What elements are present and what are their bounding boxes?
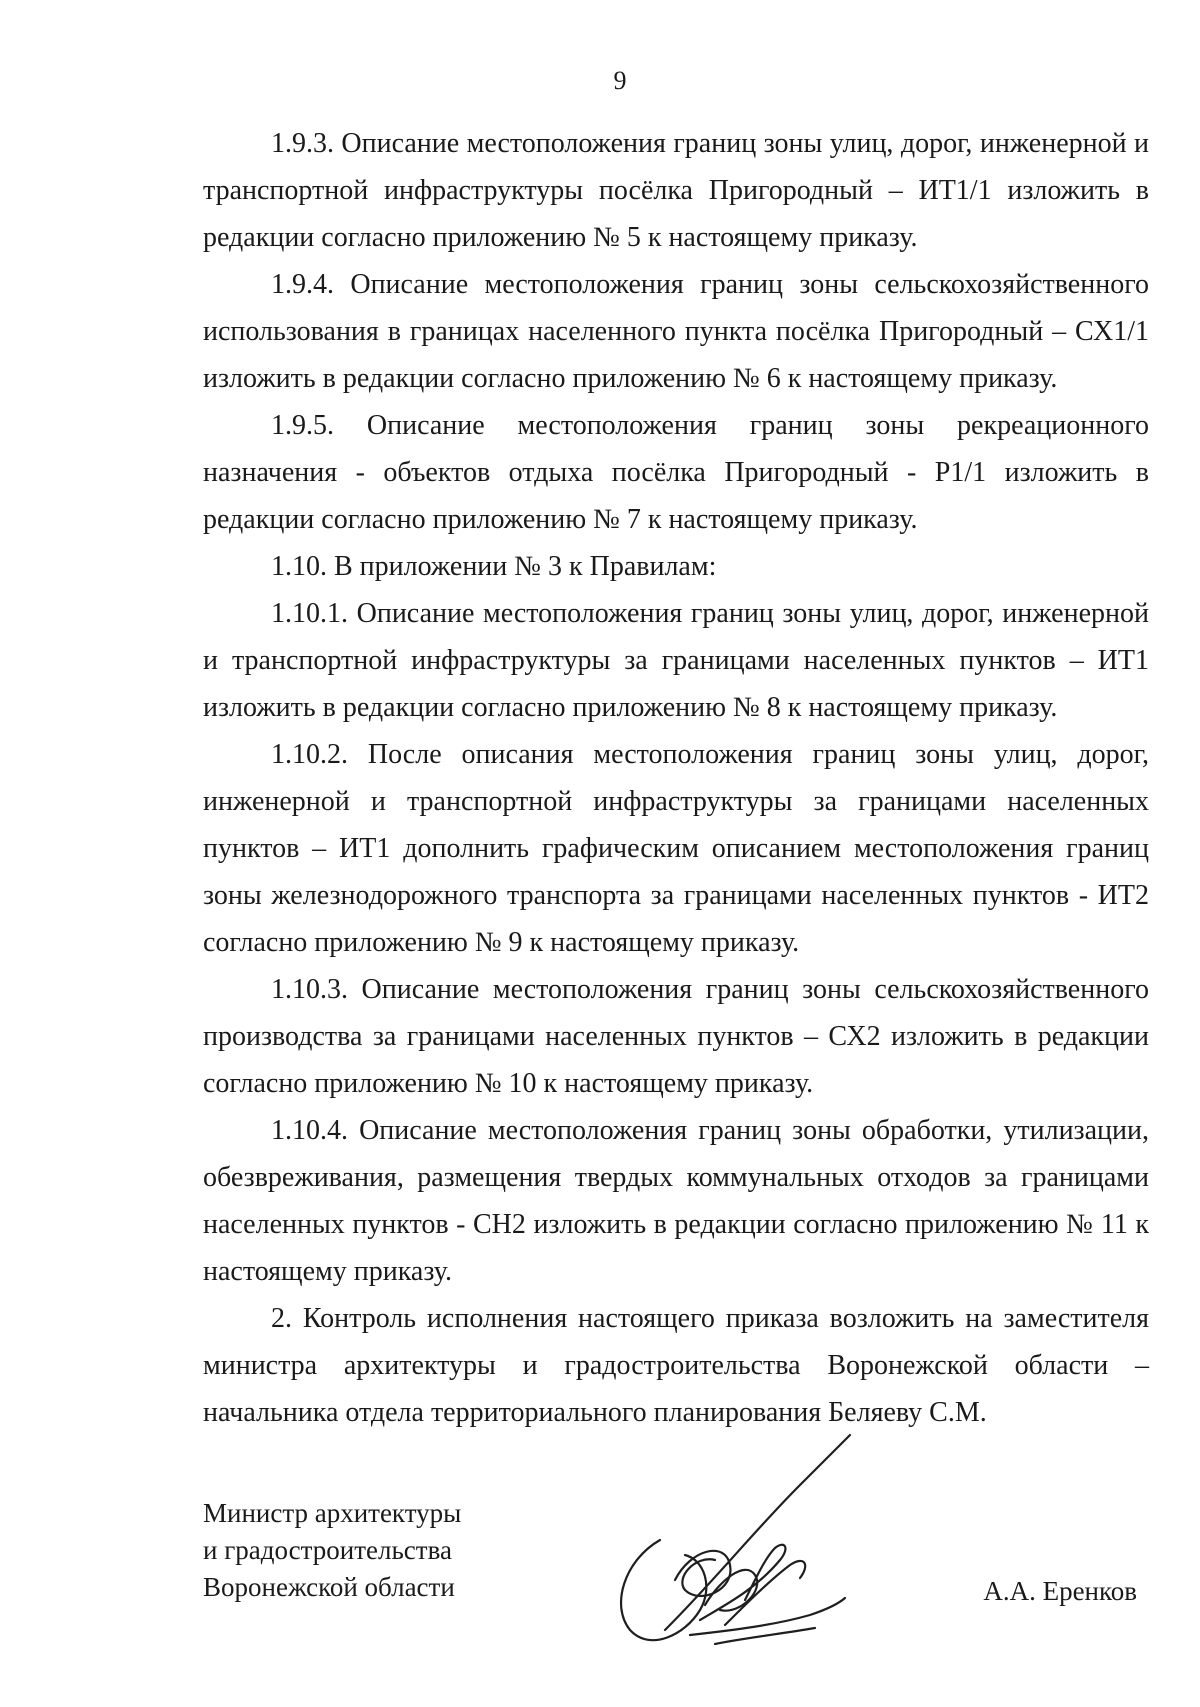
paragraph-1-10-3: 1.10.3. Описание местоположения границ зоны сельскохозяйственного производства за границами населенных пунктов – СХ2 изложить в редакции согласно приложению № 10 к настоящему приказу. xyxy=(203,974,1149,1099)
paragraph-1-10-1: 1.10.1. Описание местоположения границ зоны улиц, дорог, инженерной и транспортной инфраструктуры за границами населенных пунктов – ИТ1 изложить в редакции согласно приложению № 8 к настоящему приказу. xyxy=(203,598,1149,723)
signer-position-line: Воронежской области xyxy=(203,1572,455,1602)
paragraph-1-9-5: 1.9.5. Описание местоположения границ зоны рекреационного назначения - объектов отдыха посёлка Пригородный - Р1/1 изложить в редакции согласно приложению № 7 к настоящему приказу. xyxy=(203,410,1149,535)
paragraph-1-9-3: 1.9.3. Описание местоположения границ зоны улиц, дорог, инженерной и транспортной инфраструктуры посёлка Пригородный – ИТ1/1 изложить в редакции согласно приложению № 5 к настоящему приказу. xyxy=(203,128,1149,253)
paragraph-1-10-4: 1.10.4. Описание местоположения границ зоны обработки, утилизации, обезвреживания, размещения твердых коммунальных отходов за границами населенных пунктов - СН2 изложить в редакции согласно приложению № 11 к настоящему приказу. xyxy=(203,1115,1149,1287)
signer-name: А.А. Еренков xyxy=(983,1576,1137,1606)
handwritten-signature xyxy=(605,1430,895,1660)
paragraph-1-9-4: 1.9.4. Описание местоположения границ зоны сельскохозяйственного использования в границах населенного пункта посёлка Пригородный – СХ1/1 изложить в редакции согласно приложению № 6 к настоящему приказу. xyxy=(203,269,1149,394)
paragraph-2: 2. Контроль исполнения настоящего приказа возложить на заместителя министра архитектуры и градостроительства Воронежской области – начальника отдела территориального планирования Беляеву С.М. xyxy=(203,1303,1149,1428)
signer-position-line: Министр архитектуры xyxy=(203,1498,462,1528)
paragraph-1-10-2: 1.10.2. После описания местоположения границ зоны улиц, дорог, инженерной и транспортной инфраструктуры за границами населенных пунктов – ИТ1 дополнить графическим описанием местоположения границ зоны железнодорожного транспорта за границами населенных пунктов - ИТ2 согласно приложению № 9 к настоящему приказу. xyxy=(203,739,1149,958)
document-body xyxy=(203,120,1149,1436)
paragraph-1-10: 1.10. В приложении № 3 к Правилам: xyxy=(271,551,717,582)
signer-position-line: и градостроительства xyxy=(203,1535,452,1565)
page-number: 9 xyxy=(613,66,627,95)
signer-position xyxy=(203,1495,461,1606)
